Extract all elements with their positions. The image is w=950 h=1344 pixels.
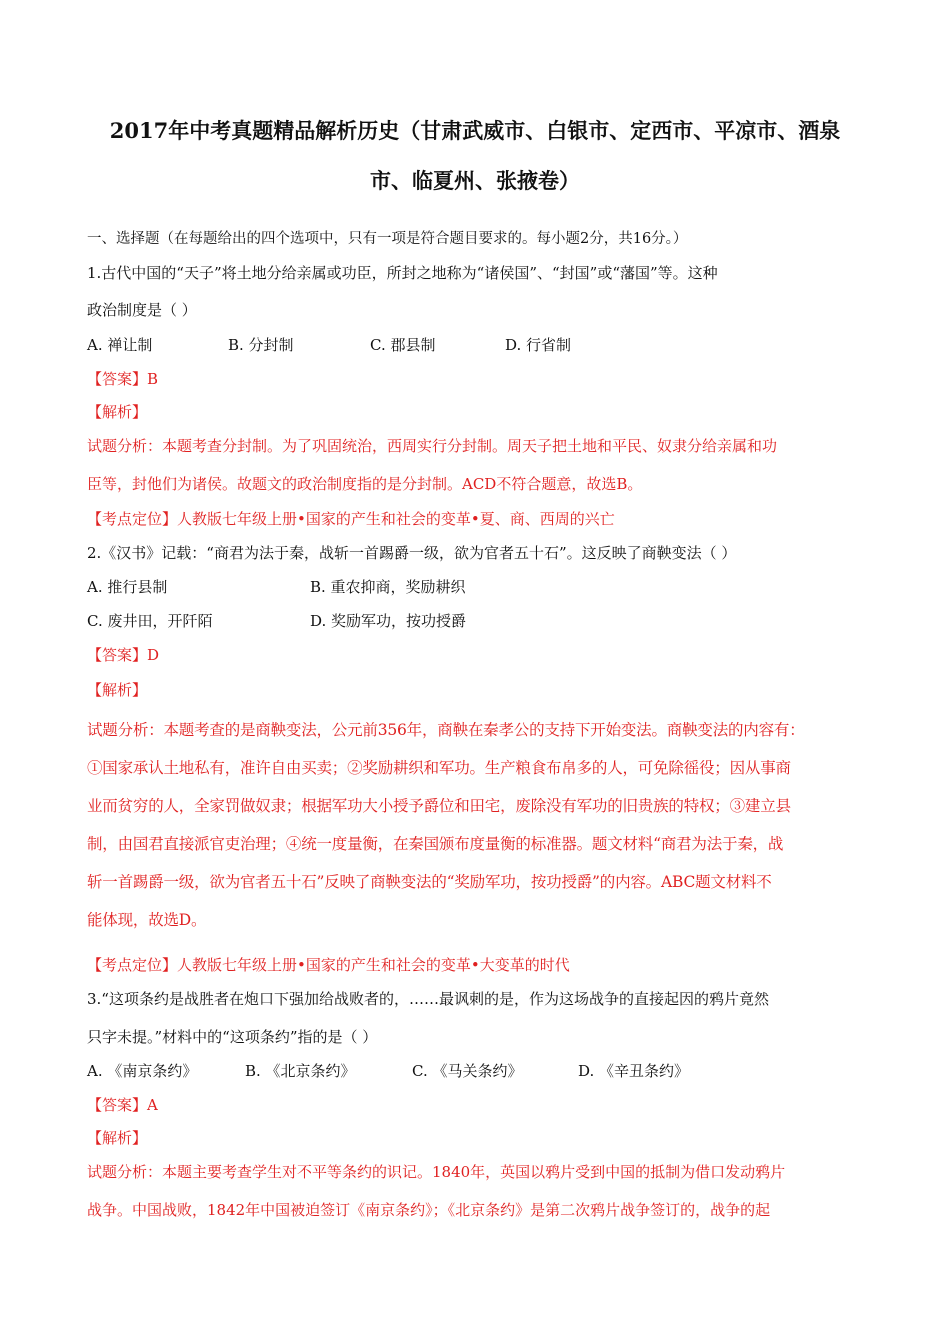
- q1-option-c: C. 郡县制: [370, 336, 436, 354]
- q2-analysis-line5: 斩一首踢爵一级，欲为官者五十石”反映了商鞅变法的“奖励军功，按功授爵”的内容。ABC题文材料不: [87, 873, 772, 891]
- q2-analysis-line1: 试题分析：本题考查的是商鞅变法，公元前356年，商鞅在秦孝公的支持下开始变法。商鞅变法的内容有：: [87, 721, 805, 739]
- q1-analysis-label: 【解析】: [87, 403, 148, 421]
- q1-analysis-line1: 试题分析：本题考查分封制。为了巩固统治，西周实行分封制。周天子把土地和平民、奴隶分给亲属和功: [87, 437, 778, 455]
- document-title-line2: 市、临夏州、张掖卷）: [370, 168, 580, 193]
- document-title-line1: 2017年中考真题精品解析历史（甘肃武威市、白银市、定西市、平凉市、酒泉: [109, 118, 841, 143]
- q1-analysis-line2: 臣等，封他们为诸侯。故题文的政治制度指的是分封制。ACD不符合题意，故选B。: [87, 475, 643, 493]
- q2-option-c: C. 废井田，开阡陌: [87, 612, 213, 630]
- q2-option-b: B. 重农抑商，奖励耕织: [310, 578, 466, 596]
- q1-stem-line2: 政治制度是（ ）: [87, 301, 197, 319]
- q3-analysis-label: 【解析】: [87, 1129, 148, 1147]
- q1-kaodian: [87, 512, 615, 527]
- q3-stem-line2: 只字未提。”材料中的“这项条约”指的是（ ）: [87, 1028, 378, 1046]
- q1-kaodian-text: 人教版七年级上册•国家的产生和社会的变革•夏、商、西周的兴亡: [177, 510, 615, 528]
- q3-stem-line1: 3.“这项条约是战胜者在炮口下强加给战败者的，……最讽刺的是，作为这场战争的直接起因的鸦片竟然: [87, 990, 769, 1008]
- q2-analysis-line2: ①国家承认土地私有，准许自由买卖；②奖励耕织和军功。生产粮食布帛多的人，可免除徭役；因从事商: [87, 759, 791, 777]
- q2-kaodian: [87, 958, 570, 973]
- q2-answer: 【答案】D: [87, 646, 160, 664]
- q2-analysis-line3: 业而贫穷的人，全家罚做奴隶；根据军功大小授予爵位和田宅，废除没有军功的旧贵族的特权；③建立县: [87, 797, 791, 815]
- q3-option-a: A. 《南京条约》: [87, 1062, 198, 1080]
- q1-answer: 【答案】B: [87, 370, 159, 388]
- q3-analysis-line1: 试题分析：本题主要考查学生对不平等条约的识记。1840年，英国以鸦片受到中国的抵制为借口发动鸦片: [87, 1163, 786, 1181]
- section-heading: 一、选择题（在每题给出的四个选项中，只有一项是符合题目要求的。每小题2分，共16分。）: [87, 231, 688, 247]
- q2-kaodian-label: 【考点定位】: [87, 956, 178, 974]
- q2-analysis-label: 【解析】: [87, 681, 148, 699]
- q2-analysis-line6: 能体现，故选D。: [87, 911, 207, 929]
- q1-option-d: D. 行省制: [505, 336, 572, 354]
- q3-option-c: C. 《马关条约》: [412, 1062, 523, 1080]
- q3-answer: 【答案】A: [87, 1096, 158, 1114]
- q1-stem-line1: 1.古代中国的“天子”将土地分给亲属或功臣，所封之地称为“诸侯国”、“封国”或“藩国”等。这种: [87, 264, 718, 282]
- q1-option-a: A. 禅让制: [87, 336, 153, 354]
- q3-option-b: B. 《北京条约》: [245, 1062, 356, 1080]
- q1-option-b: B. 分封制: [228, 336, 294, 354]
- q3-option-d: D. 《辛丑条约》: [578, 1062, 690, 1080]
- q2-kaodian-text: 人教版七年级上册•国家的产生和社会的变革•大变革的时代: [177, 956, 570, 974]
- q3-analysis-line2: 战争。中国战败，1842年中国被迫签订《南京条约》；《北京条约》是第二次鸦片战争签订的，战争的起: [87, 1201, 771, 1219]
- q2-option-a: A. 推行县制: [87, 578, 168, 596]
- q1-kaodian-label: 【考点定位】: [87, 510, 178, 528]
- q2-stem-line1: 2.《汉书》记载：“商君为法于秦，战斩一首踢爵一级，欲为官者五十石”。这反映了商鞅变法（ ）: [87, 544, 737, 562]
- q2-option-d: D. 奖励军功，按功授爵: [310, 612, 467, 630]
- q2-analysis-line4: 制，由国君直接派官吏治理；④统一度量衡，在秦国颁布度量衡的标准器。题文材料“商君为法于秦，战: [87, 835, 784, 853]
